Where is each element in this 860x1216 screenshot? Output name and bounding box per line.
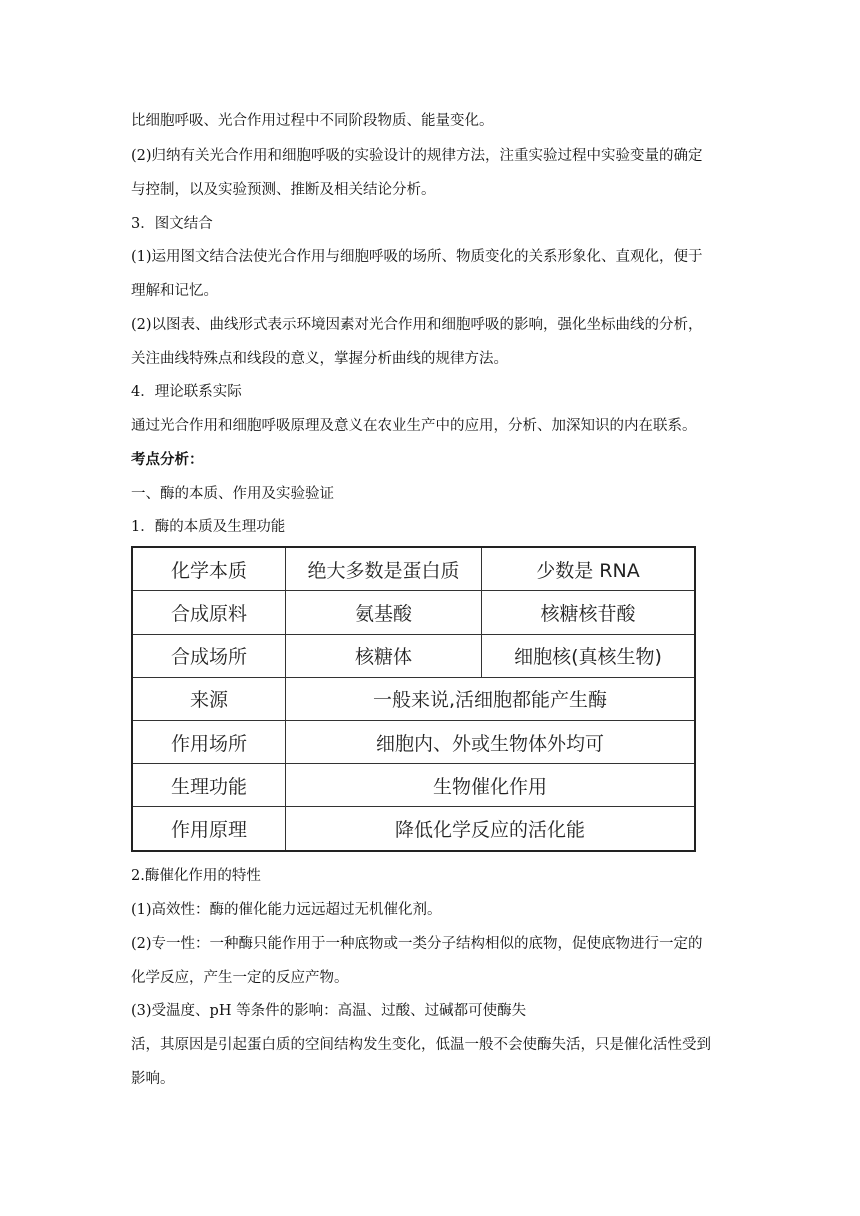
- table-cell: 核糖核苷酸: [482, 591, 696, 634]
- paragraph: (2)以图表、曲线形式表示环境因素对光合作用和细胞呼吸的影响，强化坐标曲线的分析，: [131, 317, 703, 333]
- table-cell: 少数是 RNA: [482, 547, 696, 591]
- kaodian-heading: 考点分析：: [131, 451, 204, 468]
- paragraph: 关注曲线特殊点和线段的意义，掌握分析曲线的规律方法。: [131, 351, 508, 367]
- table-cell: 核糖体: [286, 634, 482, 677]
- row-label: 合成原料: [132, 591, 286, 634]
- table-cell: 生物催化作用: [286, 764, 696, 807]
- row-label: 来源: [132, 677, 286, 720]
- table-row: [132, 634, 695, 677]
- table-row: [132, 547, 695, 591]
- table-row: [132, 807, 695, 851]
- paragraph: 通过光合作用和细胞呼吸原理及意义在农业生产中的应用，分析、加深知识的内在联系。: [131, 418, 697, 434]
- paragraph: 理解和记忆。: [131, 283, 218, 299]
- table-row: [132, 591, 695, 634]
- row-label: 化学本质: [132, 547, 286, 591]
- paragraph: (2)归纳有关光合作用和细胞呼吸的实验设计的规律方法，注重实验过程中实验变量的确定: [131, 148, 703, 164]
- paragraph: (2)专一性：一种酶只能作用于一种底物或一类分子结构相似的底物，促使底物进行一定的: [131, 936, 703, 952]
- paragraph: (1)运用图文结合法使光合作用与细胞呼吸的场所、物质变化的关系形象化、直观化，便于: [131, 249, 703, 265]
- section-heading: 3．图文结合: [131, 216, 213, 232]
- section-heading: 4．理论联系实际: [131, 384, 242, 400]
- paragraph: 活，其原因是引起蛋白质的空间结构发生变化，低温一般不会使酶失活，只是催化活性受到: [131, 1037, 711, 1053]
- paragraph: (1)高效性：酶的催化能力远远超过无机催化剂。: [131, 902, 442, 918]
- table-cell: 氨基酸: [286, 591, 482, 634]
- paragraph: 与控制，以及实验预测、推断及相关结论分析。: [131, 182, 436, 198]
- table-cell: 绝大多数是蛋白质: [286, 547, 482, 591]
- table-cell: 细胞内、外或生物体外均可: [286, 721, 696, 764]
- table-cell: 降低化学反应的活化能: [286, 807, 696, 851]
- table-cell: 一般来说,活细胞都能产生酶: [286, 677, 696, 720]
- row-label: 作用原理: [132, 807, 286, 851]
- paragraph: 比细胞呼吸、光合作用过程中不同阶段物质、能量变化。: [131, 113, 494, 129]
- table-row: [132, 721, 695, 764]
- subsection-heading: 2.酶催化作用的特性: [131, 868, 261, 884]
- table-row: [132, 677, 695, 720]
- subsection-heading: 1．酶的本质及生理功能: [131, 519, 286, 535]
- paragraph: (3)受温度、pH 等条件的影响：高温、过酸、过碱都可使酶失: [131, 1003, 527, 1019]
- section-heading: 一、酶的本质、作用及实验验证: [131, 486, 334, 502]
- row-label: 作用场所: [132, 721, 286, 764]
- table-row: [132, 764, 695, 807]
- row-label: 生理功能: [132, 764, 286, 807]
- row-label: 合成场所: [132, 634, 286, 677]
- table-cell: 细胞核(真核生物): [482, 634, 696, 677]
- paragraph: 影响。: [131, 1071, 175, 1087]
- enzyme-table: [131, 546, 696, 852]
- paragraph: 化学反应，产生一定的反应产物。: [131, 970, 349, 986]
